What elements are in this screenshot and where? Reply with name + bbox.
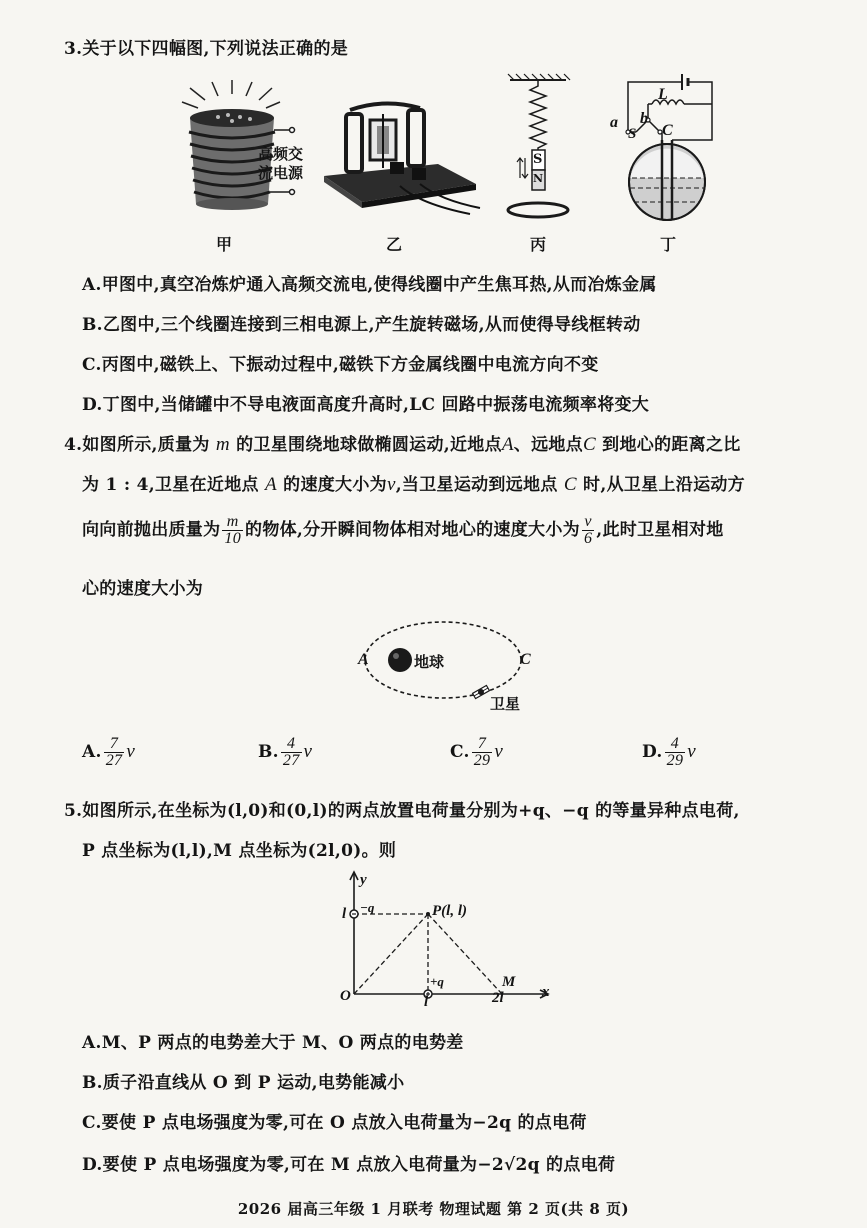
- q3-figure-yi: [320, 96, 480, 216]
- q4-fig-point-a: A: [358, 651, 369, 668]
- q5-fig-pos-q: +q: [430, 974, 444, 989]
- q3-ding-label-L: L: [658, 86, 668, 103]
- q3-fig-label-jia: 甲: [216, 235, 233, 254]
- q5-option-d: D.要使 P 点电场强度为零,可在 M 点放入电荷量为−2√2q 的点电荷: [82, 1155, 616, 1175]
- q3-fig-label-yi: 乙: [386, 235, 403, 254]
- q3-jia-source-line1: 高频交: [258, 145, 304, 163]
- q4-option-b: B. $\frac{4}{27}$ v: [258, 735, 313, 769]
- q3-ding-label-C: C: [662, 122, 673, 139]
- q4-line1: 4.如图所示,质量为 m 的卫星围绕地球做椭圆运动,近地点A、远地点C 到地心的距离之比: [64, 434, 741, 455]
- q4-option-a: A. $\frac{7}{27}$ v: [82, 735, 136, 769]
- q4-fig-earth-label: 地球: [414, 653, 445, 671]
- q5-fig-x-axis: x: [542, 984, 550, 1000]
- q3-ding-label-a: a: [610, 114, 618, 131]
- q3-fig-label-ding: 丁: [660, 235, 677, 254]
- q5-option-a: A.M、P 两点的电势差大于 M、O 两点的电势差: [82, 1033, 464, 1053]
- q3-option-c: C.丙图中,磁铁上、下振动过程中,磁铁下方金属线圈中电流方向不变: [82, 355, 599, 375]
- q5-option-b: B.质子沿直线从 O 到 P 运动,电势能减小: [82, 1073, 405, 1093]
- q3-bing-magnet-s: S: [533, 152, 543, 167]
- q3-jia-source-line2: 流电源: [258, 164, 304, 182]
- q4-fig-point-c: C: [520, 651, 531, 668]
- q4-option-c: C. $\frac{7}{29}$ v: [450, 735, 504, 769]
- q3-ding-label-S: S: [628, 126, 637, 142]
- q3-option-d: D.丁图中,当储罐中不导电液面高度升高时,LC 回路中振荡电流频率将变大: [82, 395, 650, 415]
- q5-option-c: C.要使 P 点电场强度为零,可在 O 点放入电荷量为−2q 的点电荷: [82, 1113, 587, 1133]
- q5-line1: 5.如图所示,在坐标为(l,0)和(0,l)的两点放置电荷量分别为+q、−q 的等量异种点电荷,: [64, 801, 740, 821]
- q4-line2: 为 1 : 4,卫星在近地点 A 的速度大小为v,当卫星运动到远地点 C 时,从卫星上沿运动方: [82, 474, 745, 495]
- q5-fig-y-axis: y: [360, 872, 367, 888]
- q3-option-a: A.甲图中,真空冶炼炉通入高频交流电,使得线圈中产生焦耳热,从而冶炼金属: [82, 275, 657, 295]
- q3-stem: 3.关于以下四幅图,下列说法正确的是: [64, 39, 349, 59]
- q3-option-b: B.乙图中,三个线圈连接到三相电源上,产生旋转磁场,从而使得导线框转动: [82, 315, 641, 335]
- q5-fig-l-y: l: [342, 906, 347, 922]
- q5-fig-point-m: M: [502, 974, 516, 990]
- q3-bing-magnet-n: N: [533, 172, 544, 185]
- q4-line4: 心的速度大小为: [82, 579, 204, 599]
- q4-line3: 向向前抛出质量为 $\frac{m}{10}$ 的物体,分开瞬间物体相对地心的速度大小为 $\frac{v}{6}$ ,此时卫星相对地: [82, 513, 724, 547]
- q5-fig-neg-q: −q: [360, 900, 375, 915]
- page-footer: 2026 届高三年级 1 月联考 物理试题 第 2 页(共 8 页): [237, 1200, 630, 1218]
- q3-figure-bing: [500, 72, 580, 222]
- q5-coordinate-figure: [340, 870, 560, 1010]
- q5-fig-origin: O: [340, 988, 351, 1004]
- q3-ding-label-b: b: [640, 110, 648, 127]
- q4-option-d: D. $\frac{4}{29}$ v: [642, 735, 696, 769]
- q5-fig-point-p: P(l, l): [432, 903, 467, 919]
- q3-fig-label-bing: 丙: [530, 235, 547, 254]
- q4-fig-satellite-label: 卫星: [490, 695, 521, 713]
- q5-line2: P 点坐标为(l,l),M 点坐标为(2l,0)。则: [82, 841, 397, 861]
- q5-fig-l-x: l: [424, 994, 429, 1010]
- q5-fig-2l: 2l: [492, 990, 504, 1006]
